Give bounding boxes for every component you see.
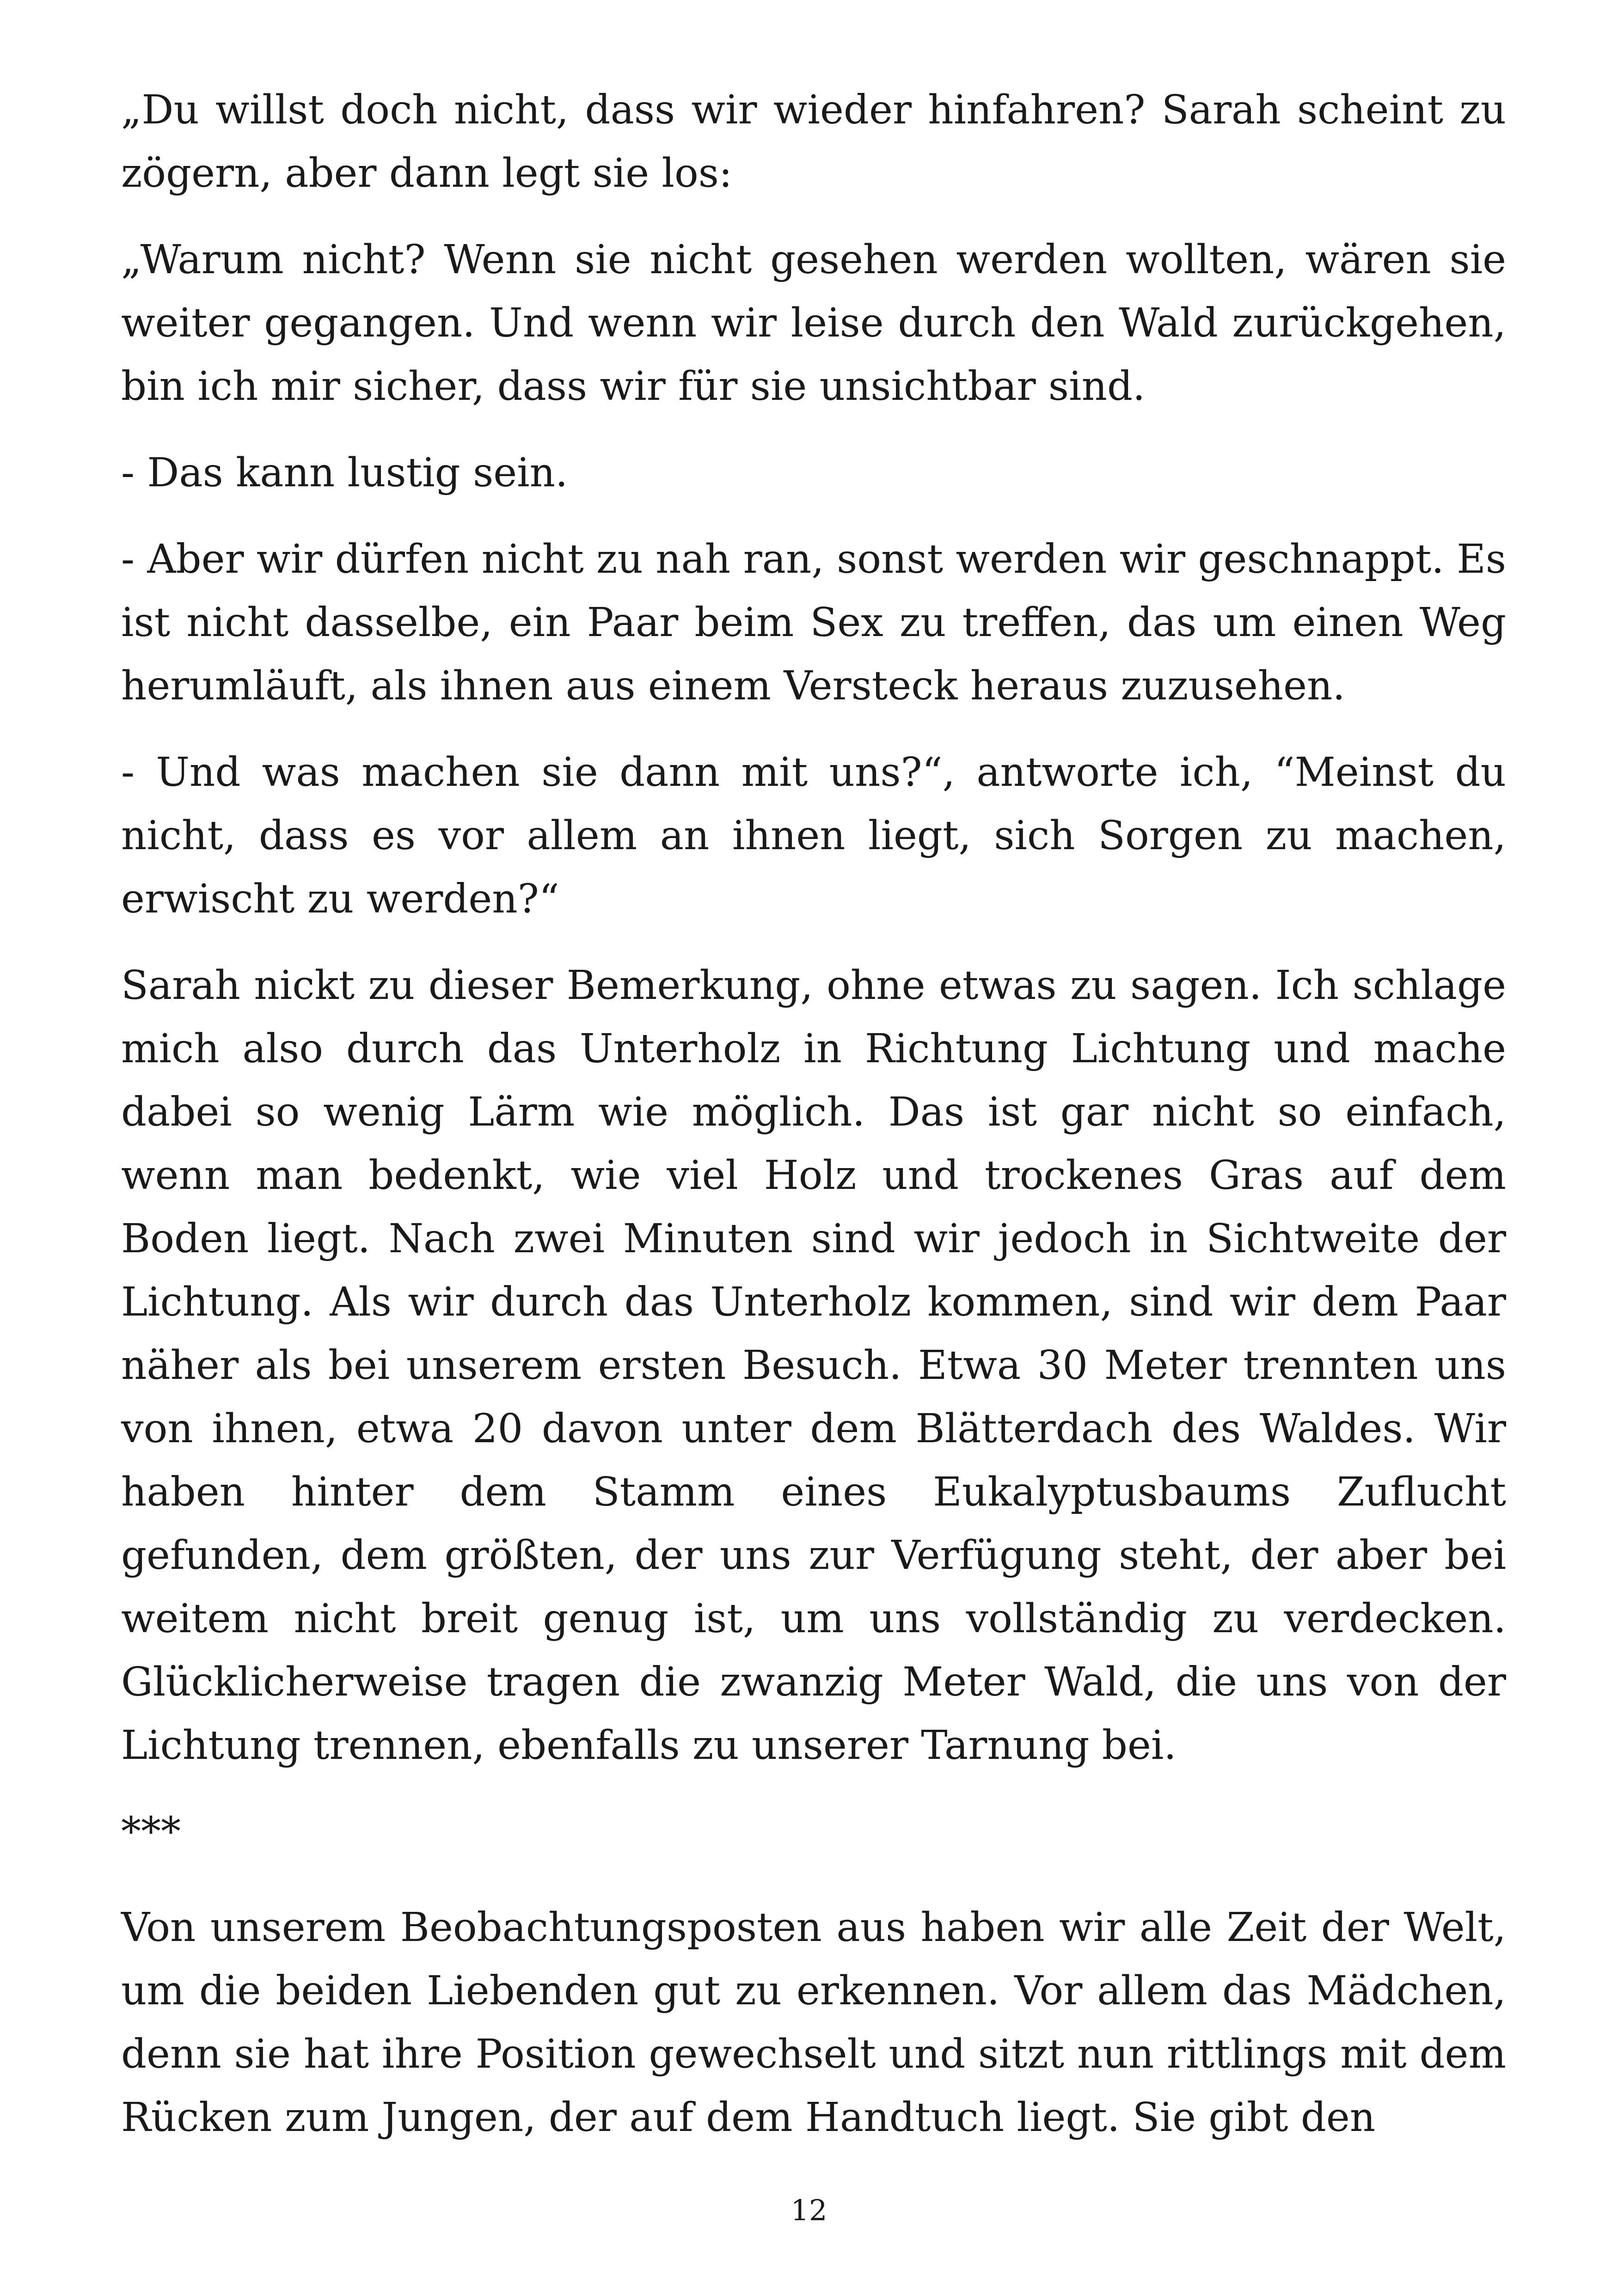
page-number: 12 bbox=[791, 2193, 827, 2227]
paragraph-1: „Du willst doch nicht, dass wir wieder hinfahren? Sarah scheint zu zögern, aber dann legt sie los: bbox=[121, 87, 1506, 196]
paragraph-6: Sarah nickt zu dieser Bemerkung, ohne etwas zu sagen. Ich schlage mich also durch das Unterholz in Richtung Lichtung und mache dabei so wenig Lärm wie möglich. Das ist gar nicht so einfach, wenn man bedenkt, wie viel Holz und trockenes Gras auf dem Boden liegt. Nach zwei Minuten sind wir jedoch in Sichtweite der Lichtung. Als wir durch das Unterholz kommen, sind wir dem Paar näher als bei unserem ersten Besuch. Etwa 30 Meter trennten uns von ihnen, etwa 20 davon unter dem Blätterdach des Waldes. Wir haben hinter dem Stamm eines Eukalyptusbaums Zuflucht gefunden, dem größten, der uns zur Verfügung steht, der aber bei weitem nicht breit genug ist, um uns vollständig zu verdecken. Glücklicherweise tragen die zwanzig Meter Wald, die uns von der Lichtung trennen, ebenfalls zu unserer Tarnung bei. bbox=[121, 962, 1506, 1769]
paragraph-3: - Das kann lustig sein. bbox=[121, 450, 568, 496]
section-separator: *** bbox=[121, 1809, 181, 1855]
paragraph-5: - Und was machen sie dann mit uns?“, antworte ich, “Meinst du nicht, dass es vor allem an ihnen liegt, sich Sorgen zu machen, erwischt zu werden?“ bbox=[121, 749, 1506, 922]
page-body bbox=[121, 79, 1506, 2173]
paragraph-7: Von unserem Beobachtungsposten aus haben wir alle Zeit der Welt, um die beiden Liebenden gut zu erkennen. Vor allem das Mädchen, denn sie hat ihre Position gewechselt und sitzt nun rittlings mit dem Rücken zum Jungen, der auf dem Handtuch liegt. Sie gibt den bbox=[121, 1904, 1506, 2141]
paragraph-2: „Warum nicht? Wenn sie nicht gesehen werden wollten, wären sie weiter gegangen. Und wenn wir leise durch den Wald zurückgehen, bin ich mir sicher, dass wir für sie unsichtbar sind. bbox=[121, 237, 1506, 410]
paragraph-4: - Aber wir dürfen nicht zu nah ran, sonst werden wir geschnappt. Es ist nicht dasselbe, ein Paar beim Sex zu treffen, das um einen Weg herumläuft, als ihnen aus einem Versteck heraus zuzusehen. bbox=[121, 536, 1506, 709]
